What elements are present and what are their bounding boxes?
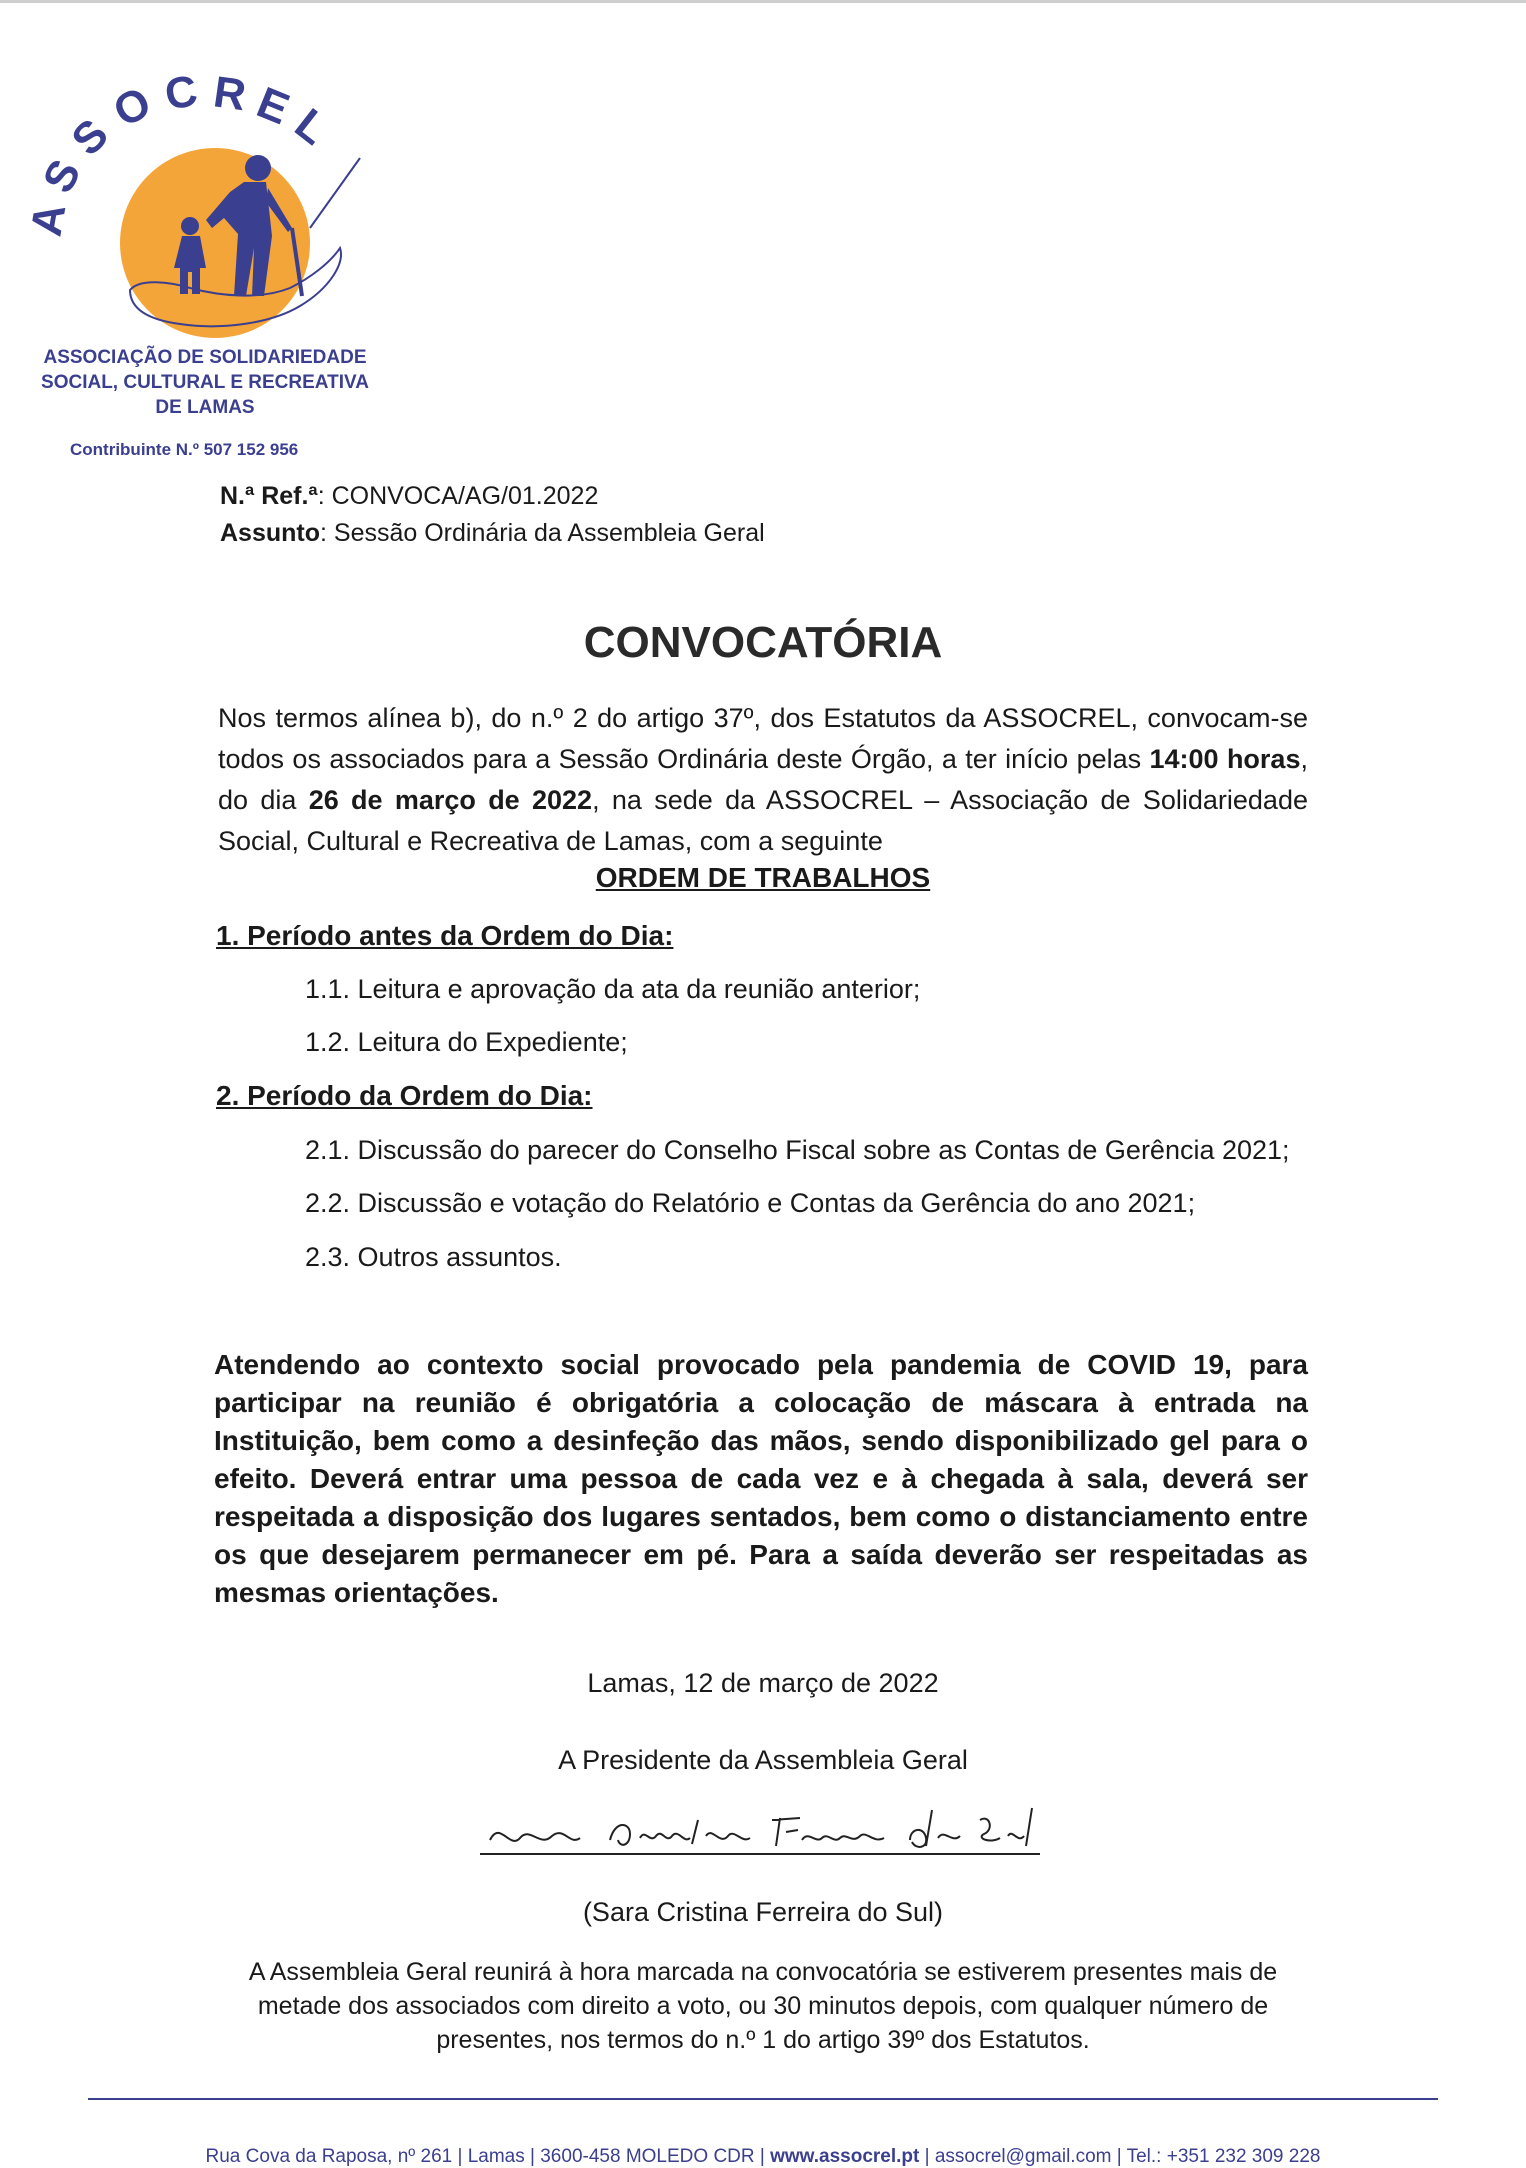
org-name-line: ASSOCIAÇÃO DE SOLIDARIEDADE <box>43 347 367 368</box>
footer-address: Rua Cova da Raposa, nº 261 | Lamas | 3600-458 MOLEDO CDR | <box>205 2146 771 2167</box>
footer-divider <box>88 2098 1438 2100</box>
intro-text: Nos termos alínea b), do n.º 2 do artigo 37º, dos Estatutos da ASSOCREL, convocam-se todos os associados para a Sessão Ordinária deste Órgão, a ter início pelas <box>218 703 1308 774</box>
svg-text:E: E <box>250 77 296 135</box>
signatory-role: A Presidente da Assembleia Geral <box>558 1745 968 1775</box>
agenda-item: 2.3. Outros assuntos. <box>305 1242 562 1272</box>
place-date: Lamas, 12 de março de 2022 <box>587 1668 939 1698</box>
agenda-item: 2.1. Discussão do parecer do Conselho Fiscal sobre as Contas de Gerência 2021; <box>305 1135 1290 1165</box>
reference-line <box>220 478 765 515</box>
agenda-heading: ORDEM DE TRABALHOS <box>595 862 931 893</box>
agenda-item: 1.1. Leitura e aprovação da ata da reunião anterior; <box>305 974 921 1004</box>
taxpayer-number: Contribuinte N.º 507 152 956 <box>70 440 299 459</box>
org-name-line: SOCIAL, CULTURAL E RECREATIVA <box>41 372 369 393</box>
document-title: CONVOCATÓRIA <box>583 618 943 667</box>
org-name-line: DE LAMAS <box>155 397 255 418</box>
covid-notice: Atendendo ao contexto social provocado pela pandemia de COVID 19, para participar na reunião é obrigatória a colocação de máscara à entrada na Instituição, bem como a desinfeção das mãos, sendo disponibilizado gel para o efeito. Deverá entrar uma pessoa de cada vez e à chegada à sala, deverá ser respeitada a disposição dos lugares sentados, bem como o distanciamento entre os que desejarem permanecer em pé. Para a saída deverão ser respeitadas as mesmas orientações. <box>214 1349 1308 1608</box>
meeting-date: 26 de março de 2022 <box>308 785 593 815</box>
assocrel-logo <box>21 58 370 358</box>
agenda-section-title: 1. Período antes da Ordem do Dia: <box>216 920 674 951</box>
agenda-section-title: 2. Período da Ordem do Dia: <box>216 1080 593 1111</box>
quorum-note: A Assembleia Geral reunirá à hora marcada na convocatória se estiverem presentes mais de metade dos associados com direito a voto, ou 30 minutos depois, com qualquer número de presentes, nos termos do n.º 1 do artigo 39º dos Estatutos. <box>248 1958 1278 2054</box>
svg-text:C: C <box>161 66 202 120</box>
scan-edge <box>0 0 1526 3</box>
footer-website: www.assocrel.pt <box>770 2146 920 2167</box>
intro-text: , do dia <box>218 744 1308 815</box>
reference-label: N.ª Ref.ª <box>220 482 318 510</box>
svg-text:S: S <box>33 151 91 201</box>
reference-value: : CONVOCA/AG/01.2022 <box>317 482 599 510</box>
svg-text:A: A <box>21 199 76 240</box>
organization-name <box>40 345 370 420</box>
reference-block <box>220 478 765 552</box>
agenda-item: 1.2. Leitura do Expediente; <box>305 1027 628 1057</box>
intro-paragraph <box>218 698 1308 862</box>
agenda-item: 2.2. Discussão e votação do Relatório e Contas da Gerência do ano 2021; <box>305 1188 1196 1218</box>
meeting-time: 14:00 horas <box>1149 744 1301 774</box>
svg-text:L: L <box>285 99 338 155</box>
footer-contact-info: | assocrel@gmail.com | Tel.: +351 232 309 228 <box>919 2146 1321 2167</box>
handwritten-signature <box>480 1800 1040 1862</box>
intro-text: , na sede da ASSOCREL – Associação de Solidariedade Social, Cultural e Recreativa de Lamas, com a seguinte <box>218 785 1308 856</box>
subject-line <box>220 515 765 552</box>
svg-text:R: R <box>210 67 249 121</box>
subject-value: : Sessão Ordinária da Assembleia Geral <box>320 519 765 547</box>
subject-label: Assunto <box>220 519 320 547</box>
svg-text:S: S <box>62 109 118 166</box>
footer-contacts <box>0 2146 1526 2168</box>
svg-text:O: O <box>105 77 159 137</box>
logo-sun <box>120 148 310 338</box>
signatory-name: (Sara Cristina Ferreira do Sul) <box>582 1897 944 1927</box>
